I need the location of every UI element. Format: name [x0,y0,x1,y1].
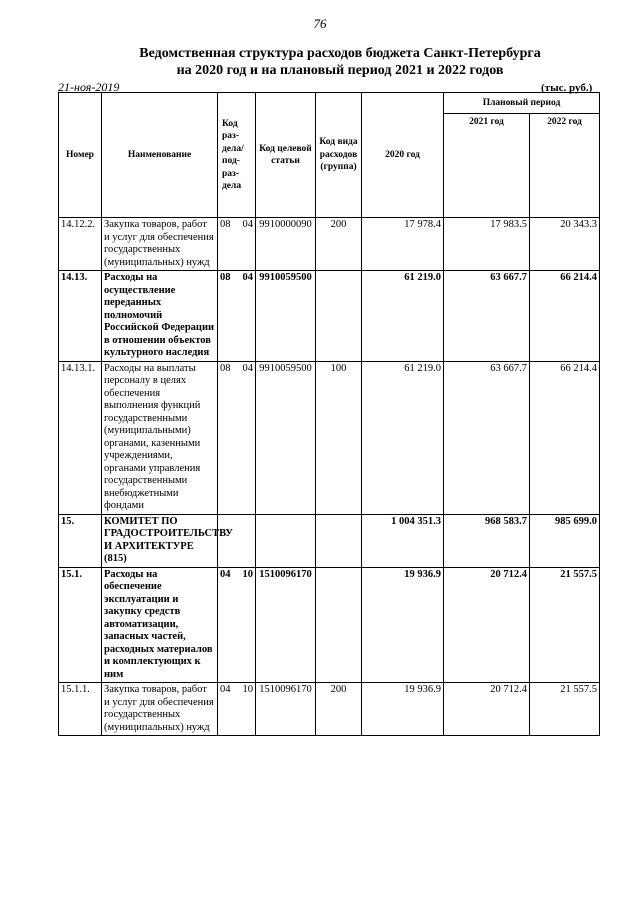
row-target-code [256,514,316,567]
document-title [100,45,580,79]
title-line-1: Ведомственная структура расходов бюджета Санкт-Петербурга [139,46,541,61]
row-number: 15.1.1. [59,683,102,736]
row-subsection-code: 04 [234,361,256,514]
row-2020-value: 17 978.4 [362,218,444,271]
row-number: 14.13. [59,271,102,362]
units-label: (тыс. руб.) [541,82,593,94]
row-section-code [218,514,234,567]
row-2022-value: 21 557.5 [530,683,600,736]
row-2020-value: 19 936.9 [362,567,444,683]
table-row [59,271,600,362]
header-number: Номер [59,93,102,218]
row-subsection-code: 04 [234,218,256,271]
row-expense-type: 200 [316,683,362,736]
header-expense-type-code: Код вида расходов (группа) [316,93,362,218]
row-name: Расходы на осуществление переданных полномочий Российской Федерации в отношении объектов культурного наследия [102,271,218,362]
row-target-code: 1510096170 [256,683,316,736]
row-2021-value: 17 983.5 [444,218,530,271]
header-2022: 2022 год [530,114,600,218]
row-2021-value: 63 667.7 [444,271,530,362]
row-name: Расходы на обеспечение эксплуатации и закупку средств автоматизации, запасных частей, расходных материалов и комплектующих к ним [102,567,218,683]
header-target-code: Код целевой статьи [256,93,316,218]
header-row-1 [59,93,600,114]
row-number: 15. [59,514,102,567]
table-row [59,514,600,567]
row-2020-value: 61 219.0 [362,361,444,514]
row-section-code: 08 [218,271,234,362]
row-subsection-code: 10 [234,683,256,736]
row-number: 15.1. [59,567,102,683]
row-expense-type [316,567,362,683]
page-number: 76 [313,16,327,31]
row-2021-value: 20 712.4 [444,567,530,683]
row-section-code: 04 [218,567,234,683]
row-expense-type: 200 [316,218,362,271]
table-row [59,567,600,683]
row-2022-value: 20 343.3 [530,218,600,271]
table-row [59,683,600,736]
table-row [59,361,600,514]
header-name: Наименование [102,93,218,218]
row-target-code: 9910059500 [256,271,316,362]
row-name: Закупка товаров, работ и услуг для обеспечения государственных (муниципальных) нужд [102,683,218,736]
row-subsection-code: 10 [234,567,256,683]
row-name: Расходы на выплаты персоналу в целях обеспечения выполнения функций государственными (муниципальными) органами, казенными учреждениями, органами управления государственными внебюджетными фондами [102,361,218,514]
row-2020-value: 19 936.9 [362,683,444,736]
table-row [59,218,600,271]
row-2022-value: 66 214.4 [530,271,600,362]
row-2020-value: 61 219.0 [362,271,444,362]
row-section-code: 04 [218,683,234,736]
header-2020: 2020 год [362,93,444,218]
row-2021-value: 63 667.7 [444,361,530,514]
document-date: 21-ноя-2019 [58,80,120,94]
row-2021-value: 20 712.4 [444,683,530,736]
row-section-code: 08 [218,361,234,514]
row-section-code: 08 [218,218,234,271]
header-planned-period: Плановый период [444,93,600,114]
budget-table [58,92,600,736]
row-2021-value: 968 583.7 [444,514,530,567]
row-2022-value: 66 214.4 [530,361,600,514]
row-number: 14.13.1. [59,361,102,514]
row-expense-type [316,514,362,567]
header-section-code: Код раз-дела/ под-раз-дела [218,93,256,218]
row-name: КОМИТЕТ ПО ГРАДОСТРОИТЕЛЬСТВУ И АРХИТЕКТУРЕ (815) [102,514,218,567]
row-subsection-code: 04 [234,271,256,362]
row-name: Закупка товаров, работ и услуг для обеспечения государственных (муниципальных) нужд [102,218,218,271]
row-subsection-code [234,514,256,567]
row-2020-value: 1 004 351.3 [362,514,444,567]
row-expense-type [316,271,362,362]
row-2022-value: 985 699.0 [530,514,600,567]
row-target-code: 9910000090 [256,218,316,271]
row-target-code: 1510096170 [256,567,316,683]
row-expense-type: 100 [316,361,362,514]
row-number: 14.12.2. [59,218,102,271]
header-2021: 2021 год [444,114,530,218]
row-2022-value: 21 557.5 [530,567,600,683]
title-line-2: на 2020 год и на плановый период 2021 и 2022 годов [176,63,504,78]
row-target-code: 9910059500 [256,361,316,514]
